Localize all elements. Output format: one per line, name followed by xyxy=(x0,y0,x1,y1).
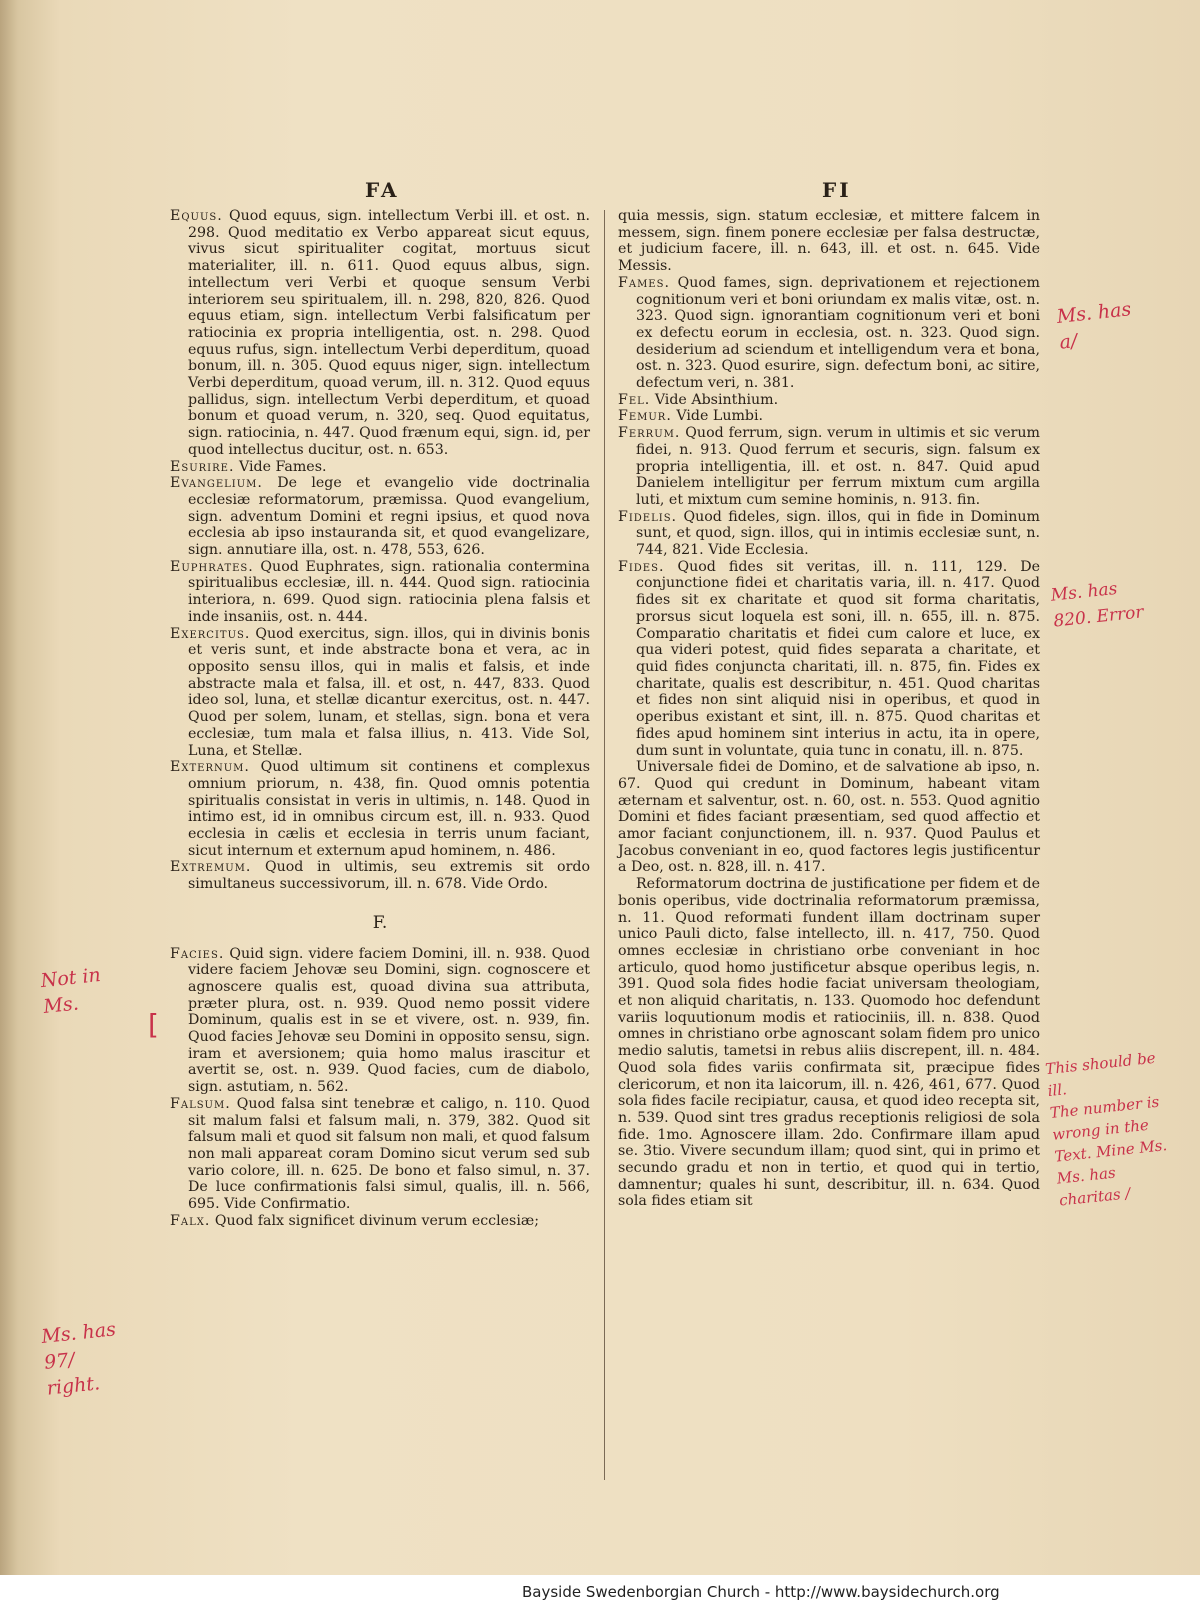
entry-head: Falsum. xyxy=(170,1095,231,1112)
margin-note: Ms. has 97/ right. xyxy=(40,1318,117,1400)
column-rule xyxy=(604,210,605,1480)
margin-note: Ms. has a/ xyxy=(1055,298,1133,354)
running-head-right: FI xyxy=(822,178,852,202)
index-entry xyxy=(170,475,590,559)
entry-text: Quod equus, sign. intellectum Verbi ill. et ost. n. 298. Quod meditatio ex Verbo appareat sicut equus, vivus sicut spiritualiter cogitat, mortuus sicut materialiter, ill. n. 611. Quod equus albus, sign. intellectum veri Verbi et quoque sensum Verbi interiorem seu spiritualem, ill. n. 298, 820, 826. Quod equus etiam, sign. intellectum Verbi falsificatum per ratiocinia ex propria intelligentia, ost. n. 298. Quod equus rufus, sign. intellectum Verbi deperditum, quoad bonum, ill. n. 305. Quod equus niger, sign. intellectum Verbi deperditum, quoad verum, ill. n. 312. Quod equus pallidus, sign. intellectum Verbi deperditum, et quoad bonum et quoad verum, n. 320, seq. Quod equitatus, sign. ratiocinia, n. 447. Quod frænum equi, sign. id, per quod intellectus ducitur, ost. n. 653. xyxy=(188,208,590,458)
entry-head: Exercitus. xyxy=(170,625,251,642)
index-entry xyxy=(618,559,1040,759)
paragraph: Reformatorum doctrina de justificatione per fidem et de bonis operibus, vide doctrinalia reformatorum præmissa, n. 11. Quod reformati fundent illam doctrinam super unico Pauli dicto, false intellecto, ill. n. 417, 750. Quod omnes ecclesiæ in christiano orbe conveniant in hoc articulo, quod homo justificetur absque operibus legis, n. 391. Quod sola fides hodie faciat universam theologiam, et non aliquid charitatis, n. 133. Quomodo hoc defendunt variis loquutionum modis et ratiociniis, ill. n. 838. Quod omnes in christiano orbe agnoscant solam fidem pro unico medio salutis, tametsi in rebus aliis discrepent, ill. n. 484. Quod sola fides variis confirmata sit, præcipue fides clericorum, et non ita laicorum, ill. n. 426, 461, 677. Quod sola fides facile recipiatur, causa, et quod ideo recepta sit, n. 539. Quod sint tres gradus receptionis religiosi de sola fide. 1mo. Agnoscere illam. 2do. Confirmare illam apud se. 3tio. Vivere secundum illam; quod sint, qui in primo et secundo gradu et non in tertio, et quod qui in tertio, damnentur; quales hi sunt, describitur, ill. n. 634. Quod sola fides etiam sit xyxy=(618,876,1040,1210)
entry-text: Quod Euphrates, sign. rationalia contermina spiritualibus ecclesiæ, ill. n. 444. Quod sign. ratiocinia interiora, n. 699. Quod sign. ratiocinia plena falsis et inde insaniis, ost. n. 444. xyxy=(188,558,590,625)
index-entry xyxy=(170,946,590,1096)
entry-head: Equus. xyxy=(170,208,223,224)
entry-text: Quod fides sit veritas, ill. n. 111, 129. De conjunctione fidei et charitatis varia, ill. n. 417. Quod fides sit ex charitate et quod sit forma charitatis, prorsus sicut loquela est soni, ill. n. 655, ill. n. 875. Comparatio charitatis et fidei cum calore et luce, ex qua videri potest, quid fides separata a charitate, et quid fides conjuncta charitati, ill. n. 875, fin. Fides ex charitate, qualis est describitur, n. 451. Quod charitas et fides non sint aliquid nisi in operibus, et quod in operibus existant et sint, ill. n. 875. Quod charitas et fides apud hominem sint interius in actu, ita in opere, dum sunt in voluntate, quia tunc in conatu, ill. n. 875. xyxy=(636,558,1040,759)
left-column xyxy=(170,208,590,1229)
entry-text: Quid sign. videre faciem Domini, ill. n. 938. Quod videre faciem Jehovæ seu Domini, sign. cognoscere et agnoscere qualis est, quoad divina sua attributa, præter plura, ost. n. 939. Quod nemo possit videre Dominum, qualis est in se et vivere, ost. n. 939, fin. Quod facies Jehovæ seu Domini in opposito sensu, sign. iram et aversionem; quia homo malus irascitur et avertit se, ost. n. 939. Quod facies, cum de diabolo, sign. astutiam, n. 562. xyxy=(188,945,590,1096)
index-entry xyxy=(618,275,1040,392)
index-entry xyxy=(170,208,590,459)
entry-text: Quod falsa sint tenebræ et caligo, n. 110. Quod sit malum falsi et falsum mali, n. 379, 382. Quod sit falsum mali et quod sit falsum non mali, et quod falsum non mali appareat coram Domino sicut verum sed sub vario colore, ill. n. 625. De bono et falso simul, n. 37. De luce confirmationis falsi simul, qualis, ill. n. 566, 695. Vide Confirmatio. xyxy=(188,1095,590,1213)
continued-text: quia messis, sign. statum ecclesiæ, et mittere falcem in messem, sign. finem ponere ecclesiæ per falsa destructæ, et judicium facere, ill. n. 643, ill. et ost. n. 645. Vide Messis. xyxy=(618,208,1040,275)
entry-text: Vide Absinthium. xyxy=(654,391,779,408)
entry-head: Fel. xyxy=(618,391,651,408)
index-entry xyxy=(170,1096,590,1213)
right-column xyxy=(618,208,1040,1210)
index-entry xyxy=(618,509,1040,559)
section-letter: F. xyxy=(372,912,388,933)
entry-text: Quod ultimum sit continens et complexus omnium priorum, n. 438, fin. Quod omnis potentia spiritualis consistat in veris in ultimis, n. 148. Quod in intimo est, id in omnibus circum est, ill. n. 933. Quod ecclesia in cælis et ecclesia in terris unum faciant, sicut internum et externum apud hominem, n. 486. xyxy=(188,759,590,859)
index-entry xyxy=(618,408,1040,425)
index-entry xyxy=(170,459,590,476)
entry-text: Quod fideles, sign. illos, qui in fide in Dominum sunt, et quod, sign. illos, qui in intimis ecclesiæ sunt, n. 744, 821. Vide Ecclesia. xyxy=(636,508,1041,559)
entry-head: Ferrum. xyxy=(618,425,681,442)
entry-head: Esurire. xyxy=(170,458,235,475)
footer-credit: Bayside Swedenborgian Church - http://www.baysidechurch.org xyxy=(522,1583,1000,1601)
entry-text: Vide Fames. xyxy=(238,458,327,475)
entry-text: Quod ferrum, sign. verum in ultimis et sic verum fidei, n. 913. Quod ferrum et securis, sign. falsum ex propria intelligentia, ill. et ost. n. 847. Quid apud Danielem intelligitur per ferrum mixtum cum argilla luti, et mixtum cum semine hominis, n. 913. fin. xyxy=(636,425,1040,508)
entry-head: Euphrates. xyxy=(170,558,254,575)
entry-head: Falx. xyxy=(170,1212,211,1229)
entry-head: Evangelium. xyxy=(170,475,263,492)
entry-text: Quod in ultimis, seu extremis sit ordo simultaneus successivorum, ill. n. 678. Vide Ordo. xyxy=(188,859,590,893)
entry-head: Extremum. xyxy=(170,859,252,876)
margin-note: Ms. has 820. Error xyxy=(1049,578,1145,632)
index-entry xyxy=(170,1213,590,1230)
entry-head: Facies. xyxy=(170,945,225,962)
entry-text: Quod fames, sign. deprivationem et rejectionem cognitionum veri et boni oriundam ex malis vitæ, ost. n. 323. Quod sign. ignorantiam cognitionum veri et boni ex defectu eorum in ecclesia, ost. n. 323. Quod sign. desiderium ad sciendum et intelligendum vera et bona, ost. n. 323. Quod esurire, sign. defectum boni, ac sitire, defectum veri, n. 381. xyxy=(636,274,1040,392)
entry-head: Fides. xyxy=(618,558,665,575)
index-entry xyxy=(170,759,590,859)
index-entry xyxy=(170,626,590,760)
entry-text: Quod falx significet divinum verum ecclesiæ; xyxy=(214,1212,539,1229)
entry-head: Femur. xyxy=(618,408,672,425)
index-entry xyxy=(170,559,590,626)
index-entry xyxy=(170,859,590,892)
entry-text: Quod exercitus, sign. illos, qui in divinis bonis et veris sunt, et inde abstracte bona et vera, ac in opposito sensu illos, qui in malis et falsis, et inde abstracte mala et falsa, ill. et ost, n. 447, 833. Quod ideo sol, luna, et stellæ dicantur exercitus, ost. n. 447. Quod per solem, lunam, et stellas, sign. bona et vera ecclesiæ, tum mala et falsa illius, n. 413. Vide Sol, Luna, et Stellæ. xyxy=(188,625,591,759)
margin-note: This should be ill. The number is wrong in the Text. Mine Ms. Ms. has charitas / xyxy=(1044,1048,1168,1210)
entry-head: Externum. xyxy=(170,759,250,776)
running-head-left: FA xyxy=(365,178,400,202)
footer-credit-bar xyxy=(0,1575,1200,1609)
entry-text: De lege et evangelio vide doctrinalia ecclesiæ reformatorum, præmissa. Quod evangelium, sign. adventum Domini et regni ipsius, et quod nova ecclesia ab ipso instauranda sit, et quod evangelizare, sign. annutiare illa, ost. n. 478, 553, 626. xyxy=(188,475,590,559)
paragraph: Universale fidei de Domino, et de salvatione ab ipso, n. 67. Quod qui credunt in Dominum, habeant vitam æternam et salventur, ost. n. 60, ost. n. 553. Quod agnitio Domini et fides faciant præsentiam, sed quod affectio et amor faciant conjunctionem, ill. n. 937. Quod Paulus et Jacobus conveniant in eo, quod factores legis justificentur a Deo, ost. n. 828, ill. n. 417. xyxy=(618,759,1040,876)
index-entry xyxy=(618,392,1040,409)
margin-note: Not in Ms. xyxy=(39,963,102,1019)
entry-head: Fames. xyxy=(618,274,670,291)
entry-head: Fidelis. xyxy=(618,508,678,525)
entry-text: Vide Lumbi. xyxy=(676,408,764,425)
margin-bracket: [ xyxy=(148,1008,159,1041)
index-entry xyxy=(618,425,1040,509)
